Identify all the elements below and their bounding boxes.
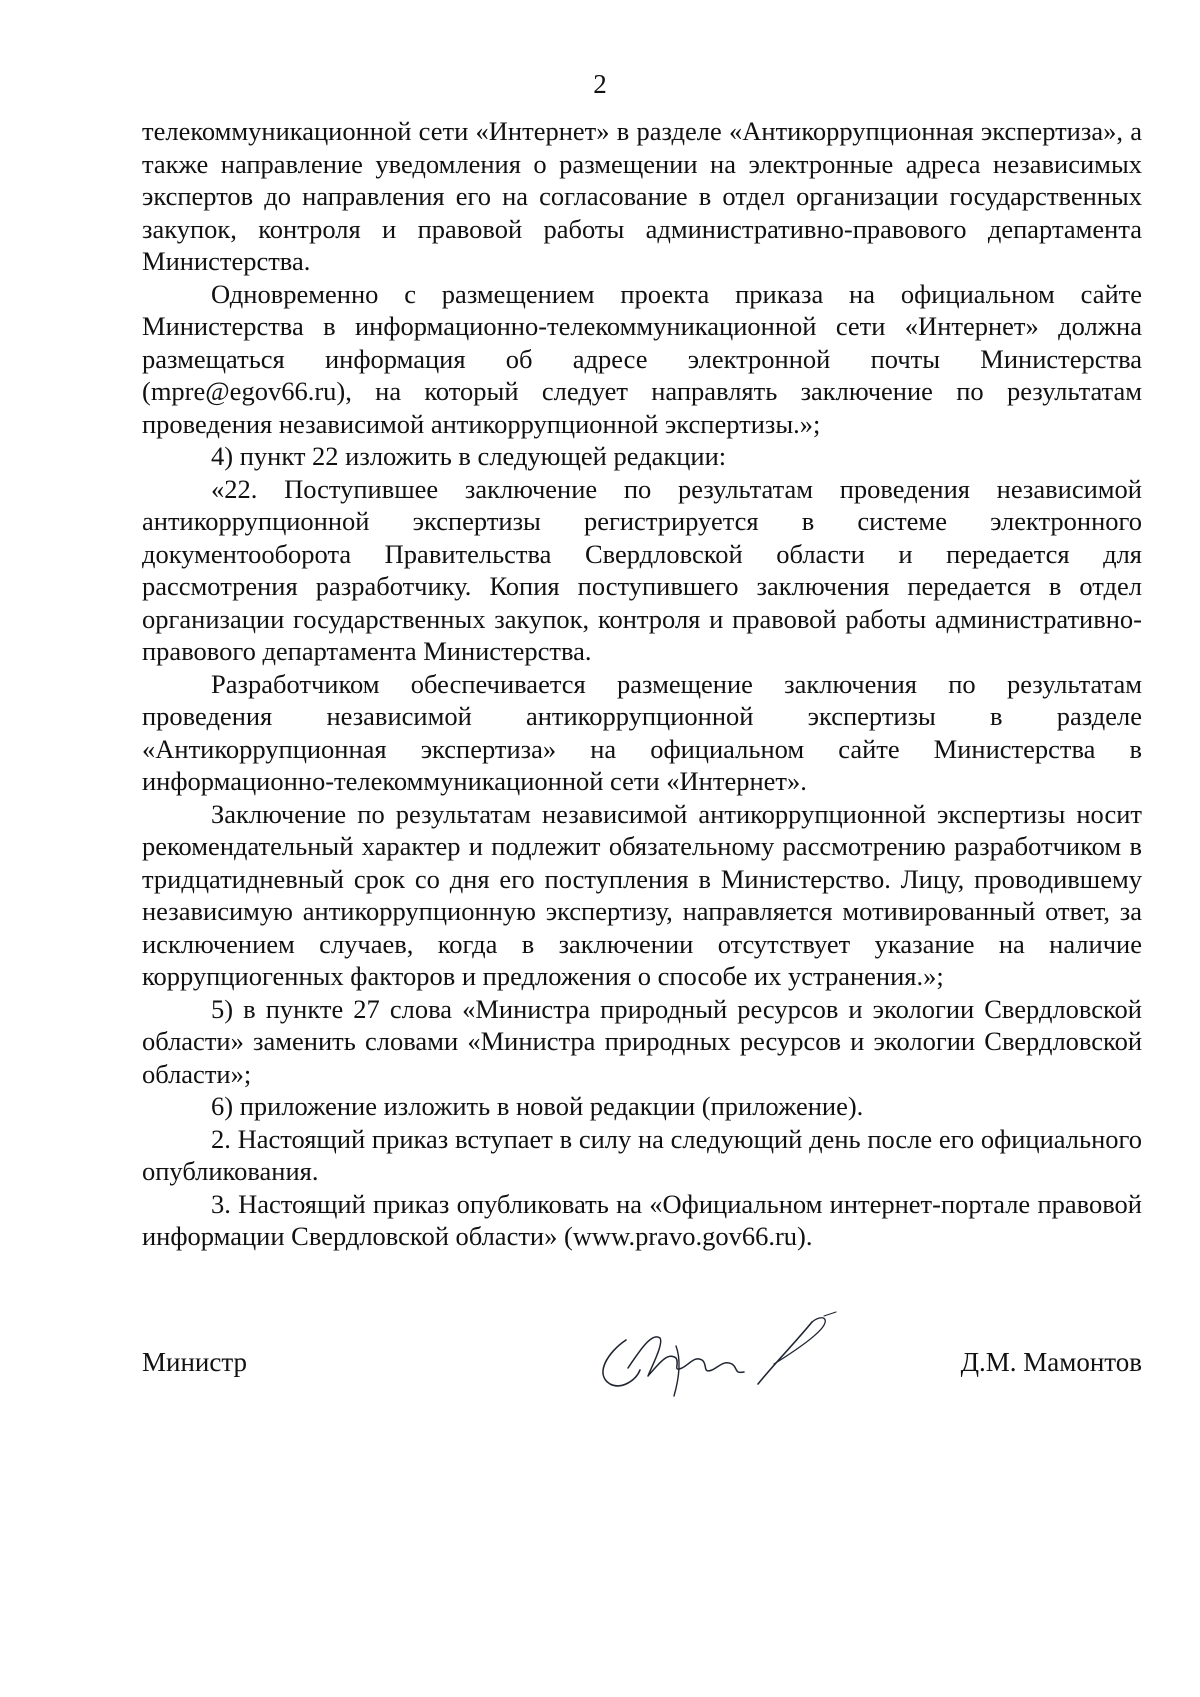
paragraph-conclusion-review: Заключение по результатам независимой антикоррупционной экспертизы носит рекомендательный характер и подлежит обязательному рассмотрению разработчиком в тридцатидневный срок со дня его поступления в Министерство. Лицу, проводившему независимую антикоррупционную экспертизу, направляется мотивированный ответ, за исключением случаев, когда в заключении отсутствует указание на наличие коррупциогенных факторов и предложения о способе их устранения.»; <box>142 798 1142 991</box>
paragraph-item-6: 6) приложение изложить в новой редакции (приложение). <box>211 1091 864 1121</box>
handwritten-signature <box>590 1310 880 1400</box>
paragraph-developer-publication: Разработчиком обеспечивается размещение заключения по результатам проведения независимой антикоррупционной экспертизы в разделе «Антикоррупционная экспертиза» на официальном сайте Министерства в информационно-телекоммуникационной сети «Интернет». <box>142 668 1142 796</box>
paragraph-publication: 3. Настоящий приказ опубликовать на «Официальном интернет-портале правовой информации Свердловской области» (www.pravo.gov66.ru). <box>142 1188 1142 1251</box>
paragraph-clause-22: «22. Поступившее заключение по результатам проведения независимой антикоррупционной экспертизы регистрируется в системе электронного документооборота Правительства Свердловской области и передается для рассмотрения разработчику. Копия поступившего заключения передается в отдел организации государственных закупок, контроля и правовой работы административно-правового департамента Министерства. <box>142 473 1142 666</box>
document-body <box>142 115 1142 1253</box>
paragraph-effective-date: 2. Настоящий приказ вступает в силу на следующий день после его официального опубликования. <box>142 1123 1142 1186</box>
paragraph-item-4: 4) пункт 22 изложить в следующей редакции: <box>211 441 727 471</box>
paragraph-simultaneous-publication: Одновременно с размещением проекта приказа на официальном сайте Министерства в информационно-телекоммуникационной сети «Интернет» должна размещаться информация об адресе электронной почты Министерства (mpre@egov66.ru), на который следует направлять заключение по результатам проведения независимой антикоррупционной экспертизы.»; <box>142 278 1142 439</box>
signer-title: Министр <box>142 1347 247 1377</box>
signature-block <box>0 1310 1200 1400</box>
signer-name: Д.М. Мамонтов <box>960 1347 1142 1377</box>
page-number: 2 <box>593 69 607 99</box>
paragraph-item-5: 5) в пункте 27 слова «Министра природный ресурсов и экологии Свердловской области» заменить словами «Министра природных ресурсов и экологии Свердловской области»; <box>142 993 1142 1089</box>
paragraph-continuation: телекоммуникационной сети «Интернет» в разделе «Антикоррупционная экспертиза», а также направление уведомления о размещении на электронные адреса независимых экспертов до направления его на согласование в отдел организации государственных закупок, контроля и правовой работы административно-правового департамента Министерства. <box>142 116 1142 276</box>
